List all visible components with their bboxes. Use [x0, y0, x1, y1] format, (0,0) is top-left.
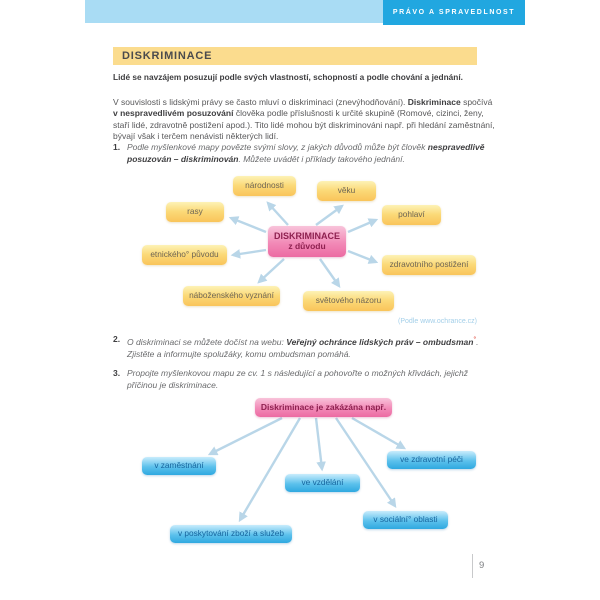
exercise-text — [127, 142, 489, 165]
header-strip — [85, 0, 383, 23]
center-node-line1: DISKRIMINACE — [273, 230, 340, 241]
arrow-line — [348, 220, 376, 232]
exercise-number: 3. — [113, 368, 121, 378]
arrow-line — [210, 418, 282, 454]
exercise-seg: O diskriminaci se můžete dočíst na webu: — [127, 337, 287, 347]
arrow-line — [231, 218, 266, 232]
node-veku: věku — [317, 181, 376, 201]
footer-divider — [472, 554, 473, 578]
arrow-line — [316, 206, 342, 225]
arrow-line — [316, 418, 322, 469]
node-etnickeho-puvodu: etnického° původu — [142, 245, 227, 265]
paragraph-seg: V souvislosti s lidskými právy se často mluví o diskriminaci (znevýhodňování). — [113, 96, 408, 107]
category-tab — [383, 0, 525, 25]
intro-text: Lidé se navzájem posuzují podle svých vlastností, schopností a podle chování a jednání. — [113, 72, 463, 82]
arrow-line — [352, 418, 404, 448]
exercise-item-1 — [113, 142, 489, 165]
center-node-line2: z důvodu — [288, 240, 326, 251]
exercise-text — [127, 334, 489, 360]
arrow-line — [320, 259, 339, 286]
paragraph-seg: člověka podle příslušnosti k určité skupině (Romové, cizinci, ženy, staří lidé, zdravotně postižení apod.). Tito lidé mohou být diskriminováni např. při hledání zaměstnání, bývají však i terčem nenávisti některých lidí. — [113, 108, 495, 141]
exercise-number: 2. — [113, 334, 121, 344]
page-title-bar — [113, 47, 477, 65]
node-pohlavi: pohlaví — [382, 205, 441, 225]
source-note: (Podle www.ochrance.cz) — [398, 318, 477, 325]
node-ve-zdravotni-peci: ve zdravotní péči — [387, 451, 476, 469]
page-title: DISKRIMINACE — [122, 50, 213, 62]
map1-center-node — [268, 226, 346, 257]
exercise-text — [127, 368, 489, 391]
glossary-mark: ° — [473, 336, 477, 343]
exercise-bold-term: nespravedlivě posuzován – diskriminován — [127, 142, 485, 164]
arrow-line — [233, 250, 266, 255]
node-zdravotniho-postizeni: zdravotního postižení — [382, 255, 476, 275]
node-ve-vzdelani: ve vzdělání — [285, 474, 360, 492]
category-tab-label: PRÁVO A SPRAVEDLNOST — [392, 9, 516, 16]
exercise-item-2 — [113, 334, 489, 360]
node-narodnosti: národnosti — [233, 176, 296, 196]
bold-term-diskriminace: Diskriminace — [407, 96, 461, 107]
node-v-socialni-oblasti: v sociální° oblasti — [363, 511, 448, 529]
exercise-seg: Propojte myšlenkovou mapu ze cv. 1 s následující a pohovořte o možných křivdách, jejichž příčinou je diskriminace. — [127, 368, 468, 390]
node-rasy: rasy — [166, 202, 224, 222]
arrow-line — [348, 251, 376, 262]
exercise-seg: . Zjistěte a informujte spolužáky, komu ombudsman pomáhá. — [127, 337, 479, 359]
arrow-line — [268, 203, 288, 225]
page-number: 9 — [479, 560, 485, 571]
exercise-number: 1. — [113, 142, 121, 152]
node-svetoveho-nazoru: světového názoru — [303, 291, 394, 311]
map2-root-node: Diskriminace je zakázána např. — [255, 398, 392, 417]
node-v-zamestnani: v zaměstnání — [142, 457, 216, 475]
bold-term-posuzovani: v nespravedlivém posuzování — [113, 108, 234, 118]
exercise-item-3 — [113, 368, 489, 391]
paragraph-seg: spočívá — [460, 96, 493, 107]
body-paragraph — [113, 97, 497, 143]
node-v-poskytovani-zbozi-a-sluzeb: v poskytování zboží a služeb — [170, 525, 292, 543]
exercise-bold-term: Veřejný ochránce lidských práv – ombudsman — [286, 337, 474, 347]
exercise-seg: . Můžete uvádět i příklady takového jednání. — [238, 153, 405, 164]
arrow-line — [259, 259, 284, 282]
node-nabozenskeho-vyznani: náboženského vyznání — [183, 286, 280, 306]
exercise-seg: Podle myšlenkové mapy povězte svými slovy, z jakých důvodů může být člověk — [127, 142, 428, 152]
